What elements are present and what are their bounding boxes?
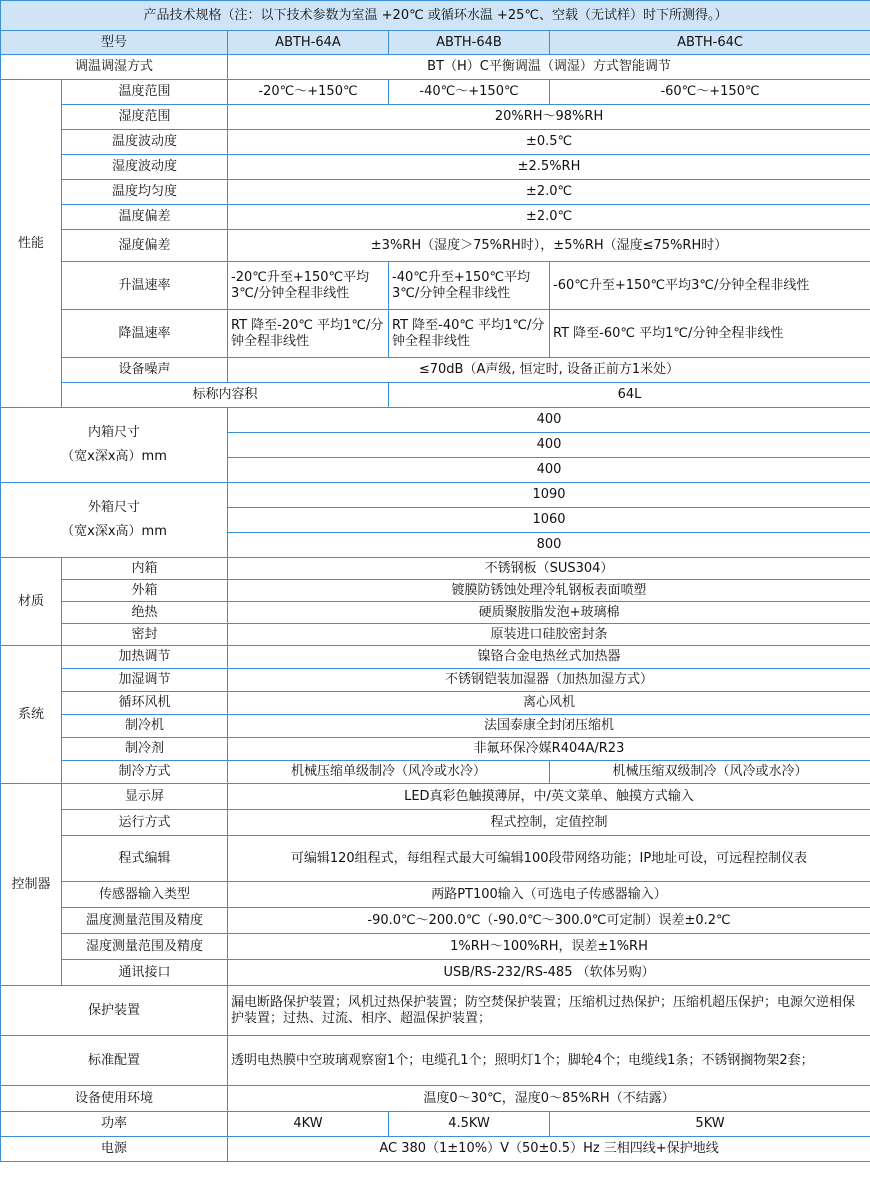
row-value: 离心风机 (228, 692, 870, 715)
row-value: 非氟环保冷媒R404A/R23 (228, 738, 870, 761)
row-value: 程式控制，定值控制 (228, 810, 870, 836)
row-label: 运行方式 (62, 810, 228, 836)
row-label: 电源 (1, 1137, 228, 1162)
table-row (1, 882, 870, 908)
table-row (1, 908, 870, 934)
row-label: 外箱 (62, 580, 228, 602)
group-material: 材质 (1, 558, 62, 646)
model-a: ABTH-64A (228, 31, 389, 55)
table-row (1, 180, 870, 205)
row-value: ≤70dB（A声级, 恒定时, 设备正前方1米处） (228, 358, 870, 383)
row-label: 温度均匀度 (62, 180, 228, 205)
table-row (1, 1112, 870, 1137)
row-label: 保护装置 (1, 986, 228, 1036)
outer-width: 1090 (228, 483, 870, 508)
table-row (1, 205, 870, 230)
row-value-a: -20℃升至+150℃平均3℃/分钟全程非线性 (228, 262, 389, 310)
row-label: 湿度测量范围及精度 (62, 934, 228, 960)
row-label: 设备噪声 (62, 358, 228, 383)
table-row (1, 1036, 870, 1086)
row-label: 升温速率 (62, 262, 228, 310)
outer-depth: 1060 (228, 508, 870, 533)
row-value: 两路PT100输入（可选电子传感器输入） (228, 882, 870, 908)
group-performance: 性能 (1, 80, 62, 408)
row-value: ±2.0℃ (228, 180, 870, 205)
table-row (1, 692, 870, 715)
table-row (1, 80, 870, 105)
table-row (1, 408, 870, 433)
group-system: 系统 (1, 646, 62, 784)
table-row (1, 986, 870, 1036)
row-value-c: -60℃升至+150℃平均3℃/分钟全程非线性 (550, 262, 870, 310)
row-value: ±3%RH（湿度＞75%RH时），±5%RH（湿度≤75%RH时） (228, 230, 870, 262)
row-label: 显示屏 (62, 784, 228, 810)
row-label: 降温速率 (62, 310, 228, 358)
row-label: 功率 (1, 1112, 228, 1137)
row-value: -90.0℃～200.0℃（-90.0℃～300.0℃可定制）误差±0.2℃ (228, 908, 870, 934)
row-label: 温度偏差 (62, 205, 228, 230)
row-value-a: -20℃～+150℃ (228, 80, 389, 105)
row-value: 不锈钢板（SUS304） (228, 558, 870, 580)
row-label: 温度测量范围及精度 (62, 908, 228, 934)
row-label: 绝热 (62, 602, 228, 624)
table-row (1, 669, 870, 692)
table-row (1, 55, 870, 80)
row-label: 标称内容积 (62, 383, 389, 408)
row-label: 传感器输入类型 (62, 882, 228, 908)
table-row (1, 580, 870, 602)
row-value: 镍铬合金电热丝式加热器 (228, 646, 870, 669)
row-label: 温度范围 (62, 80, 228, 105)
row-label: 制冷机 (62, 715, 228, 738)
row-label: 制冷方式 (62, 761, 228, 784)
table-row (1, 105, 870, 130)
table-row (1, 836, 870, 882)
row-value: 64L (389, 383, 870, 408)
row-label: 制冷剂 (62, 738, 228, 761)
title-row (1, 1, 870, 31)
row-value: 温度0～30℃，湿度0～85%RH（不结露） (228, 1086, 870, 1112)
row-value: ±2.5%RH (228, 155, 870, 180)
table-row (1, 558, 870, 580)
row-label: 内箱 (62, 558, 228, 580)
row-value-b: -40℃～+150℃ (389, 80, 550, 105)
row-value-b: 4.5KW (389, 1112, 550, 1137)
row-value: 透明电热膜中空玻璃观察窗1个；电缆孔1个；照明灯1个；脚轮4个；电缆线1条；不锈钢搁物架2套； (228, 1036, 870, 1086)
row-value-c: 5KW (550, 1112, 870, 1137)
row-label: 设备使用环境 (1, 1086, 228, 1112)
outer-size-title: 外箱尺寸 (87, 500, 140, 515)
table-row (1, 934, 870, 960)
row-label: 标准配置 (1, 1036, 228, 1086)
model-c: ABTH-64C (550, 31, 870, 55)
table-row (1, 155, 870, 180)
table-row (1, 310, 870, 358)
row-value: 硬质聚胺脂发泡+玻璃棉 (228, 602, 870, 624)
table-row (1, 1086, 870, 1112)
outer-height: 800 (228, 533, 870, 558)
table-row (1, 358, 870, 383)
outer-size-unit: （宽x深x高）mm (61, 524, 167, 539)
row-value-c: RT 降至-60℃ 平均1℃/分钟全程非线性 (550, 310, 870, 358)
row-value: 1%RH～100%RH，误差±1%RH (228, 934, 870, 960)
inner-depth: 400 (228, 433, 870, 458)
model-b: ABTH-64B (389, 31, 550, 55)
row-label: 湿度波动度 (62, 155, 228, 180)
outer-size-label (1, 483, 228, 558)
row-value: 20%RH～98%RH (228, 105, 870, 130)
row-label: 程式编辑 (62, 836, 228, 882)
row-value: BT（H）C平衡调温（调湿）方式智能调节 (228, 55, 870, 80)
row-label: 调温调湿方式 (1, 55, 228, 80)
table-row (1, 230, 870, 262)
table-row (1, 624, 870, 646)
row-value-a: 4KW (228, 1112, 389, 1137)
row-value: AC 380（1±10%）V（50±0.5）Hz 三相四线+保护地线 (228, 1137, 870, 1162)
model-label: 型号 (1, 31, 228, 55)
inner-size-label (1, 408, 228, 483)
row-label: 加热调节 (62, 646, 228, 669)
row-value: 不锈钢铠装加湿器（加热加湿方式） (228, 669, 870, 692)
row-label: 温度波动度 (62, 130, 228, 155)
row-value-c: 机械压缩双级制冷（风冷或水冷） (550, 761, 870, 784)
row-value-b: RT 降至-40℃ 平均1℃/分钟全程非线性 (389, 310, 550, 358)
table-row (1, 715, 870, 738)
table-row (1, 646, 870, 669)
row-value: 镀膜防锈蚀处理冷轧钢板表面喷塑 (228, 580, 870, 602)
table-row (1, 483, 870, 508)
row-label: 湿度范围 (62, 105, 228, 130)
table-row (1, 130, 870, 155)
row-value: USB/RS-232/RS-485 （软体另购） (228, 960, 870, 986)
row-label: 通讯接口 (62, 960, 228, 986)
table-row (1, 784, 870, 810)
table-row (1, 810, 870, 836)
table-row (1, 960, 870, 986)
row-value-a: RT 降至-20℃ 平均1℃/分钟全程非线性 (228, 310, 389, 358)
inner-width: 400 (228, 408, 870, 433)
row-label: 湿度偏差 (62, 230, 228, 262)
row-value: 原装进口硅胶密封条 (228, 624, 870, 646)
group-controller: 控制器 (1, 784, 62, 986)
row-label: 加湿调节 (62, 669, 228, 692)
row-value-c: -60℃～+150℃ (550, 80, 870, 105)
inner-size-unit: （宽x深x高）mm (61, 449, 167, 464)
table-row (1, 383, 870, 408)
row-value: ±2.0℃ (228, 205, 870, 230)
row-label: 循环风机 (62, 692, 228, 715)
inner-height: 400 (228, 458, 870, 483)
row-value: 法国泰康全封闭压缩机 (228, 715, 870, 738)
table-row (1, 262, 870, 310)
table-row (1, 761, 870, 784)
row-value-ab: 机械压缩单级制冷（风冷或水冷） (228, 761, 550, 784)
row-value: ±0.5℃ (228, 130, 870, 155)
row-value: 可编辑120组程式，每组程式最大可编辑100段带网络功能；IP地址可设，可远程控制仪表 (228, 836, 870, 882)
table-row (1, 738, 870, 761)
table-row (1, 1137, 870, 1162)
row-value: LED真彩色触摸薄屏，中/英文菜单、触摸方式输入 (228, 784, 870, 810)
inner-size-title: 内箱尺寸 (87, 425, 140, 440)
row-value: 漏电断路保护装置；风机过热保护装置；防空焚保护装置；压缩机过热保护；压缩机超压保护；电源欠逆相保护装置；过热、过流、相序、超温保护装置； (228, 986, 870, 1036)
table-row (1, 602, 870, 624)
row-label: 密封 (62, 624, 228, 646)
table-title: 产品技术规格（注：以下技术参数为室温 +20℃ 或循环水温 +25℃、空载（无试样）时下所测得。） (1, 1, 870, 31)
row-value-b: -40℃升至+150℃平均3℃/分钟全程非线性 (389, 262, 550, 310)
header-row (1, 31, 870, 55)
